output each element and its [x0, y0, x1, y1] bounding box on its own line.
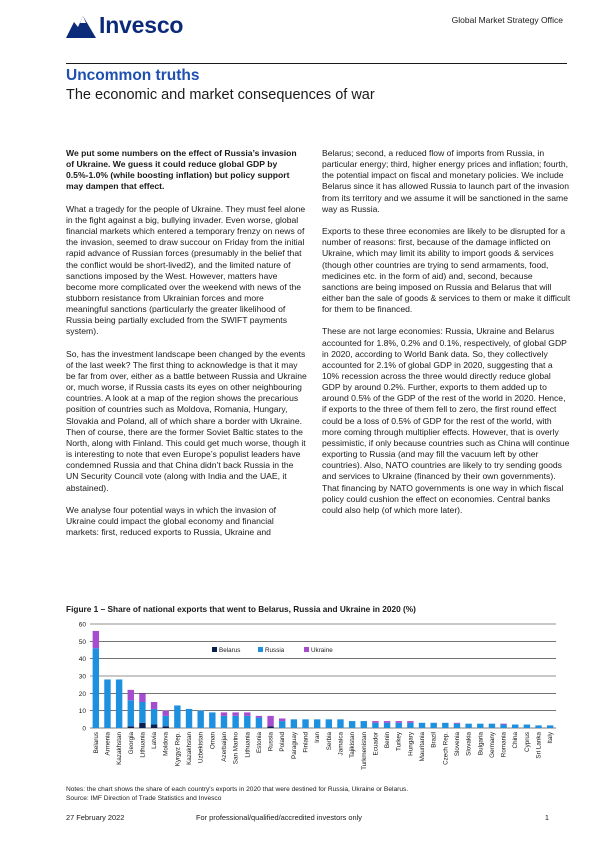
x-tick-label: Armenia	[104, 732, 112, 756]
bar-segment-russia	[291, 719, 297, 728]
bar-segment-russia	[489, 724, 495, 728]
x-tick-label: Estonia	[255, 732, 263, 754]
paragraph: So, has the investment landscape been changed by the events of the last week? The first thing to acknowledge is that it may be far from over, either as a battle between Russia and Ukraine or, much worse, if Russia casts its eyes on other neighbouring countries. A look at a map of the region shows the precarious position of countries such as Moldova, Romania, Hungary, Slovakia and Poland, all of which share a border with Ukraine. Then of course, there are the former Soviet Baltic states to the North, along with Finland. This could get much worse, though it is interesting to note that even Europe’s populist leaders have condemned Russia and that China didn’t back Russia in the UN Security Council vote (along with India and the UAE, it abstained).	[66, 348, 307, 493]
lead-paragraph: We put some numbers on the effect of Russia’s invasion of Ukraine. We guess it could reduce global GDP by 0.5%-1.0% (while boosting inflation) but policy support may dampen that effect.	[66, 148, 297, 192]
paragraph: We analyse four potential ways in which the invasion of Ukraine could impact the global economy and financial markets: first, reduced exports to Russia, Ukraine and	[66, 504, 277, 538]
bar-segment-belarus	[267, 726, 273, 728]
paragraph: Exports to these three economies are likely to be disrupted for a number of reasons: first, because of the damage inflicted on Ukraine, which may limit its ability to import goods & services (though other countries are trying to send armaments, food, medicines etc. in the form of aid) and, second, because sanctions are being imposed on Russia and Belarus that will either ban the sale of goods & services to them or make it difficult for them to be financed.	[322, 226, 571, 315]
x-tick-label: Germany	[488, 732, 496, 758]
y-tick-label: 40	[78, 656, 86, 664]
x-tick-label: Mauritania	[419, 732, 427, 762]
bar-segment-russia	[407, 723, 413, 728]
bar-segment-russia	[512, 725, 518, 728]
x-tick-label: Serbia	[325, 732, 333, 751]
x-tick-label: Paraguay	[290, 732, 298, 759]
x-tick-label: Moldova	[162, 732, 170, 756]
x-tick-label: Ecuador	[372, 732, 380, 756]
bar-segment-ukraine	[279, 718, 285, 721]
x-tick-label: Benin	[384, 732, 392, 749]
bar-segment-russia	[547, 725, 553, 728]
x-tick-label: Kazakhstan	[186, 732, 194, 765]
bar-segment-russia	[419, 723, 425, 728]
bar-segment-ukraine	[384, 721, 390, 723]
x-tick-label: Oman	[209, 732, 217, 750]
bar-segment-russia	[244, 716, 250, 728]
bar-segment-ukraine	[128, 690, 134, 700]
figure-title: Figure 1 – Share of national exports that went to Belarus, Russia and Ukraine in 2020 (%)	[66, 604, 416, 614]
bar-segment-belarus	[163, 726, 169, 728]
paragraph: These are not large economies: Russia, Ukraine and Belarus accounted for 1.8%, 0.2% and 0.1%, respectively, of global GDP in 2020, according to World Bank data. So, they collectively accounted for 2.1% of global GDP in 2020, suggesting that a 10% recession across the three would directly reduce global GDP by around 0.2%. Further, exports to them added up to around 0.5% of the GDP of the rest of the world in 2020. Hence, if exports to the three of them fell to zero, the first round effect could be a loss of 0.5% of GDP for the rest of the world, with more coming through multiplier effects. However, that is overly pessimistic, if only because countries such as China will continue exporting to Russia (and may fill the vacuum left by other countries). Also, NATO countries are likely to try sending goods and services to Ukraine (financed by their own governments). That financing by NATO governments is one way in which fiscal policy could cushion the effect on economies. Central banks could also help (of which more later).	[322, 326, 570, 515]
x-tick-label: Georgia	[127, 732, 135, 755]
bar-segment-russia	[174, 705, 180, 728]
bar-segment-russia	[302, 719, 308, 728]
x-tick-label: China	[512, 732, 520, 749]
footer-date: 27 February 2022	[66, 813, 125, 822]
bar-segment-russia	[349, 721, 355, 728]
bar-segment-russia	[93, 648, 99, 728]
x-tick-label: Cyprus	[523, 732, 531, 752]
header-rule	[66, 63, 567, 64]
legend-label: Belarus	[219, 646, 241, 654]
x-tick-label: Belarus	[92, 732, 100, 754]
paragraph: Belarus; second, a reduced flow of imports from Russia, in particular energy; third, higher energy prices and inflation; fourth, the potential impact on fiscal and monetary policies. We include Belarus since it has allowed Russia to launch part of the invasion from its territory and we assume it will be sanctioned in the same way as Russia.	[322, 148, 569, 214]
x-tick-label: Slovakia	[465, 732, 473, 756]
page-subtitle: The economic and market consequences of war	[66, 87, 375, 103]
y-tick-label: 30	[78, 673, 86, 681]
legend-label: Russia	[265, 646, 285, 654]
x-tick-label: Jamaica	[337, 732, 345, 756]
y-tick-label: 10	[78, 708, 86, 716]
x-tick-label: San Marino	[232, 732, 240, 765]
x-tick-label: Latvia	[151, 732, 159, 749]
export-share-chart	[62, 616, 562, 782]
bar-segment-russia	[197, 711, 203, 728]
bar-segment-ukraine	[500, 724, 506, 725]
bar-segment-russia	[279, 721, 285, 728]
bar-segment-ukraine	[256, 716, 262, 718]
figure-notes	[66, 785, 408, 803]
bar-segment-russia	[535, 725, 541, 728]
bar-segment-ukraine	[139, 693, 145, 702]
bar-segment-ukraine	[372, 721, 378, 723]
x-tick-label: Tajikistan	[349, 732, 357, 758]
legend-label: Ukraine	[311, 646, 333, 654]
bar-segment-ukraine	[396, 721, 402, 723]
left-column	[66, 148, 307, 549]
x-tick-label: Czech Rep.	[442, 732, 450, 765]
bar-segment-ukraine	[267, 716, 273, 726]
x-tick-label: Slovenia	[453, 732, 461, 757]
y-tick-label: 60	[78, 621, 86, 629]
x-tick-label: Bulgaria	[477, 732, 485, 756]
x-tick-label: Romania	[500, 732, 508, 758]
bar-segment-russia	[139, 702, 145, 723]
bar-segment-russia	[337, 719, 343, 728]
x-tick-label: Turkey	[395, 732, 403, 752]
bar-segment-russia	[372, 723, 378, 728]
bar-segment-ukraine	[163, 711, 169, 716]
bar-segment-ukraine	[244, 712, 250, 715]
bar-segment-belarus	[151, 725, 157, 728]
x-tick-label: Turkmenistan	[360, 732, 368, 770]
bar-segment-russia	[314, 719, 320, 728]
bar-segment-belarus	[139, 723, 145, 728]
x-tick-label: Lithuania	[139, 732, 147, 758]
bar-segment-russia	[151, 709, 157, 725]
notes-text: Notes: the chart shows the share of each country's exports in 2020 that were destined for Russia, Ukraine or Belarus.	[66, 786, 409, 793]
x-tick-label: Poland	[279, 732, 287, 752]
bar-segment-ukraine	[151, 702, 157, 709]
x-tick-label: Hungary	[407, 732, 415, 756]
x-tick-label: Kyrgyz Rep.	[174, 732, 182, 767]
y-tick-label: 50	[78, 638, 86, 646]
bar-segment-russia	[430, 723, 436, 728]
x-tick-label: Russia	[267, 732, 275, 752]
bar-segment-russia	[454, 724, 460, 728]
bar-segment-russia	[500, 725, 506, 728]
page-number: 1	[544, 813, 549, 822]
bar-segment-russia	[465, 724, 471, 728]
bar-segment-russia	[384, 723, 390, 728]
bar-segment-russia	[116, 679, 122, 728]
bar-segment-ukraine	[93, 631, 99, 648]
legend-swatch	[304, 647, 309, 652]
bar-segment-russia	[256, 718, 262, 728]
bar-segment-russia	[163, 716, 169, 726]
bar-segment-russia	[442, 723, 448, 728]
bar-segment-russia	[232, 716, 238, 728]
bar-segment-russia	[524, 725, 530, 728]
bar-segment-russia	[396, 723, 402, 728]
bar-segment-russia	[361, 721, 367, 728]
x-tick-label: Lithuania	[244, 732, 252, 758]
legend-swatch	[258, 647, 263, 652]
right-column	[322, 148, 571, 527]
logo-wordmark: Invesco	[99, 12, 184, 38]
x-tick-label: Brazil	[430, 732, 438, 748]
x-tick-label: Italy	[547, 732, 555, 744]
bar-segment-ukraine	[232, 712, 238, 715]
bar-segment-russia	[221, 716, 227, 728]
bar-segment-russia	[104, 679, 110, 728]
page-title: Uncommon truths	[66, 67, 200, 84]
y-tick-label: 20	[78, 690, 86, 698]
legend-swatch	[212, 647, 217, 652]
bar-segment-russia	[477, 724, 483, 728]
x-tick-label: Sri Lanka	[535, 732, 543, 759]
x-tick-label: Kazakhstan	[116, 732, 124, 765]
bar-segment-belarus	[128, 726, 134, 728]
invesco-logo	[66, 12, 183, 39]
bar-segment-russia	[326, 719, 332, 728]
x-tick-label: Finland	[302, 732, 310, 753]
source-text: Source: IMF Direction of Trade Statistics and Invesco	[66, 795, 222, 802]
bar-segment-russia	[186, 709, 192, 728]
paragraph: What a tragedy for the people of Ukraine. They must feel alone in the fight against a big, bullying invader. Even worse, global financial markets which entered a temporary frenzy on news of the invasion, seemed to draw succour on Friday from the initial rapid advance of Russian forces (presumably in the belief that the conflict would be short-lived2), and the limited nature of sanctions imposed by the West. However, matters have become more complicated over the weekend with news of the stubborn resistance from Ukrainian forces and more meaningful sanctions (particularly the greater likelihood of Russia being partially excluded from the SWIFT payments system).	[66, 203, 306, 337]
mountain-logo-icon	[66, 14, 96, 38]
bar-segment-russia	[128, 700, 134, 726]
bar-segment-russia	[209, 712, 215, 728]
x-tick-label: Azerbaijan	[220, 732, 228, 762]
bar-segment-ukraine	[454, 723, 460, 724]
footer-disclaimer: For professional/qualified/accredited investors only	[196, 813, 362, 822]
bar-segment-ukraine	[407, 721, 413, 723]
bar-segment-ukraine	[221, 712, 227, 715]
x-tick-label: Iran	[314, 732, 322, 743]
x-tick-label: Uzbekistan	[197, 732, 205, 764]
y-tick-label: 0	[82, 725, 86, 733]
office-name: Global Market Strategy Office	[451, 15, 563, 25]
